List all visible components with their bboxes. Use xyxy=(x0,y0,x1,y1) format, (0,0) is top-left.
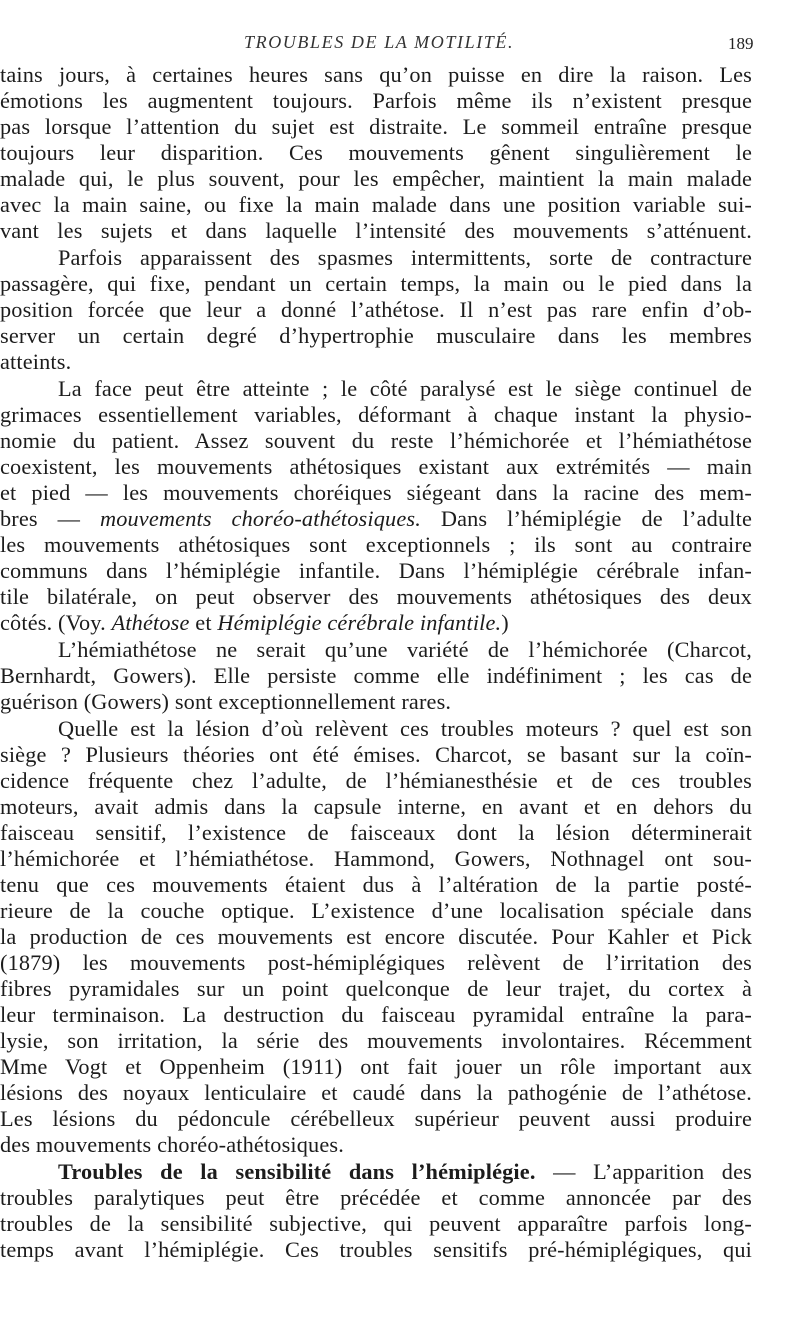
text-line: avec la main saine, ou fixe la main malade dans une position variable sui- xyxy=(0,192,752,217)
text-line: lysie, son irritation, la série des mouvements involontaires. Récemment xyxy=(0,1028,752,1053)
text-line: troubles paralytiques peut être précédée et comme annoncée par des xyxy=(0,1185,752,1210)
text-line: Les lésions du pédoncule cérébelleux supérieur peuvent aussi produire xyxy=(0,1106,752,1131)
text-line: vant les sujets et dans laquelle l’intensité des mouvements s’atténuent. xyxy=(0,218,752,243)
text-line: nomie du patient. Assez souvent du reste l’hémichorée et l’hémiathétose xyxy=(0,428,752,453)
italic-reference: Hémiplégie cérébrale infantile. xyxy=(217,610,502,635)
text-line: Parfois apparaissent des spasmes intermittents, sorte de contracture xyxy=(58,245,752,270)
text-line: la production de ces mouvements est encore discutée. Pour Kahler et Pick xyxy=(0,924,752,949)
text-line: coexistent, les mouvements athétosiques existant aux extrémités — main xyxy=(0,454,752,479)
text-line: passagère, qui fixe, pendant un certain temps, la main ou le pied dans la xyxy=(0,271,752,296)
text-line: (1879) les mouvements post-hémiplégiques relèvent de l’irritation des xyxy=(0,950,752,975)
text-line: leur terminaison. La destruction du faisceau pyramidal entraîne la para- xyxy=(0,1002,752,1027)
text-line xyxy=(58,1159,752,1185)
text-line: grimaces essentiellement variables, déformant à chaque instant la physio- xyxy=(0,402,752,427)
text-line: des mouvements choréo-athétosiques. xyxy=(0,1132,344,1157)
text-line: tenu que ces mouvements étaient dus à l’altération de la partie posté- xyxy=(0,872,752,897)
text-line: guérison (Gowers) sont exceptionnellement rares. xyxy=(0,689,452,714)
text-segment: et xyxy=(189,610,218,635)
text-line: faisceau sensitif, l’existence de faisceaux dont la lésion déterminerait xyxy=(0,820,752,845)
text-line: tile bilatérale, on peut observer des mouvements athétosiques des deux xyxy=(0,584,752,609)
text-line: temps avant l’hémiplégie. Ces troubles sensitifs pré-hémiplégiques, qui xyxy=(0,1237,752,1262)
text-line: et pied — les mouvements choréiques siégeant dans la racine des mem- xyxy=(0,480,752,505)
text-segment: ) xyxy=(501,610,509,635)
text-line: émotions les augmentent toujours. Parfois même ils n’existent presque xyxy=(0,88,752,113)
text-line: l’hémichorée et l’hémiathétose. Hammond, Gowers, Nothnagel ont sou- xyxy=(0,846,752,871)
text-line: server un certain degré d’hypertrophie musculaire dans les membres xyxy=(0,323,752,348)
text-line: pas lorsque l’attention du sujet est distraite. Le sommeil entraîne presque xyxy=(0,114,752,139)
text-line: fibres pyramidales sur un point quelconque de leur trajet, du cortex à xyxy=(0,976,752,1001)
text-line: communs dans l’hémiplégie infantile. Dans l’hémiplégie cérébrale infan- xyxy=(0,558,752,583)
text-line: troubles de la sensibilité subjective, qui peuvent apparaître parfois long- xyxy=(0,1211,752,1236)
section-heading: Troubles de la sensibilité dans l’hémiplégie. xyxy=(58,1159,536,1184)
text-line xyxy=(0,506,752,532)
text-line: les mouvements athétosiques sont exceptionnels ; ils sont au contraire xyxy=(0,532,752,557)
text-segment: bres — xyxy=(0,506,100,531)
italic-reference: Athétose xyxy=(111,610,190,635)
text-line: Bernhardt, Gowers). Elle persiste comme elle indéfiniment ; les cas de xyxy=(0,663,752,688)
text-line: moteurs, avait admis dans la capsule interne, en avant et en dehors du xyxy=(0,794,752,819)
text-segment: Dans l’hémiplégie de l’adulte xyxy=(420,506,752,531)
text-line: Quelle est la lésion d’où relèvent ces troubles moteurs ? quel est son xyxy=(58,716,752,741)
running-title: TROUBLES DE LA MOTILITÉ. xyxy=(244,32,515,52)
page-header xyxy=(0,30,800,60)
text-line xyxy=(0,610,509,636)
italic-term: mouvements choréo-athétosiques. xyxy=(99,506,421,531)
text-line: lésions des noyaux lenticulaire et caudé dans la pathogénie de l’athétose. xyxy=(0,1080,752,1105)
text-line: Mme Vogt et Oppenheim (1911) ont fait jouer un rôle important aux xyxy=(0,1054,752,1079)
text-line: L’hémiathétose ne serait qu’une variété de l’hémichorée (Charcot, xyxy=(58,637,752,662)
text-line: toujours leur disparition. Ces mouvements gênent singulièrement le xyxy=(0,140,752,165)
text-line: rieure de la couche optique. L’existence d’une localisation spéciale dans xyxy=(0,898,752,923)
text-segment: côtés. (Voy. xyxy=(0,610,112,635)
text-line: cidence fréquente chez l’adulte, de l’hémianesthésie et de ces troubles xyxy=(0,768,752,793)
text-line: malade qui, le plus souvent, pour les empêcher, maintient la main malade xyxy=(0,166,752,191)
text-line: atteints. xyxy=(0,349,72,374)
text-line: siège ? Plusieurs théories ont été émises. Charcot, se basant sur la coïn- xyxy=(0,742,752,767)
text-segment: — L’apparition des xyxy=(535,1159,752,1184)
text-line: position forcée que leur a donné l’athétose. Il n’est pas rare enfin d’ob- xyxy=(0,297,752,322)
page-number: 189 xyxy=(728,34,754,53)
text-line: tains jours, à certaines heures sans qu’on puisse en dire la raison. Les xyxy=(0,62,752,87)
text-line: La face peut être atteinte ; le côté paralysé est le siège continuel de xyxy=(58,376,752,401)
